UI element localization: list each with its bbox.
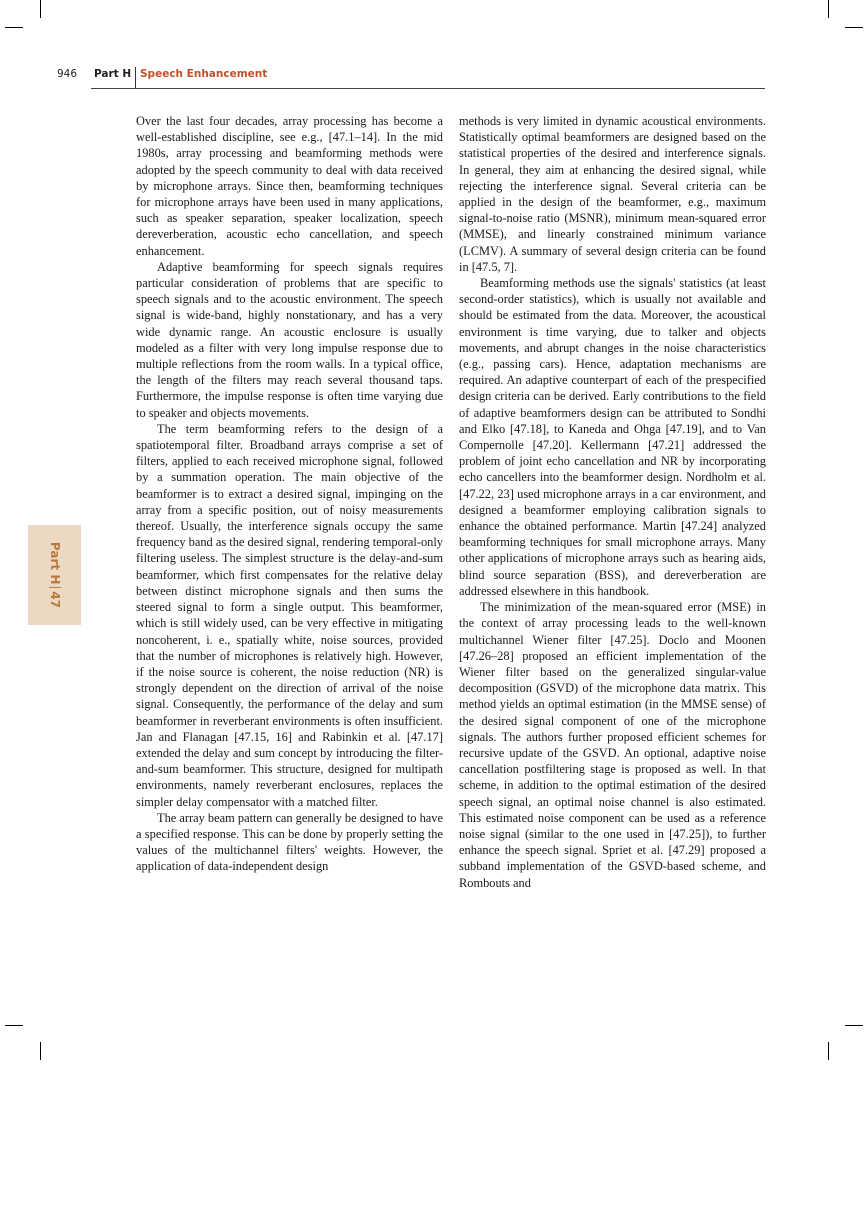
crop-mark — [828, 1042, 829, 1060]
body-paragraph: methods is very limited in dynamic acoustical environments. Statistically optimal beamformers are designed based on the statistical properties of the desired and interference signals. In general, they aim at enhancing the desired signal, while rejecting the interference signal. Several criteria can be applied in the design of the beamformer, e.g., maximum signal-to-noise ratio (MSNR), minimum mean-squared error (MMSE), and linearly constrained minimum variance (LCMV). A summary of several design criteria can be found in [47.5, 7]. — [459, 114, 766, 274]
crop-mark — [40, 0, 41, 18]
running-header — [57, 67, 765, 83]
body-paragraph: The minimization of the mean-squared error (MSE) in the context of array processing leads to the well-known multichannel Wiener filter [47.25]. Doclo and Moonen [47.26–28] proposed an efficient implementation of the Wiener filter based on the generalized singular-value decomposition (GSVD) of the microphone data matrix. This method yields an optimal estimation (in the MMSE sense) of the desired signal component of one of the microphone signals. The authors further proposed efficient schemes for recursive update of the GSVD. An optional, adaptive noise cancellation postfiltering stage is proposed as well. In that scheme, in addition to the optimal estimation of the desired speech signal, an optimal noise channel is also estimated. This estimated noise component can be used as a reference noise signal (similar to the one used in [47.25]), to further enhance the speech signal. Spriet et al. [47.29] proposed a subband implementation of the GSVD-based scheme, and Rombouts and — [459, 600, 766, 890]
thumb-tab-label — [48, 542, 62, 608]
chapter-title: Speech Enhancement — [140, 68, 268, 80]
left-column — [136, 113, 443, 875]
body-paragraph: The term beamforming refers to the design of a spatiotemporal filter. Broadband arrays comprise a set of filters, applied to each received microphone signal, followed by a summation operation. The main objective of the beamformer is to extract a desired signal, impinging on the array from a specific position, out of noisy measurements thereof. Usually, the interference signals occupy the same frequency band as the desired signal, rendering temporal-only filtering useless. The simplest structure is the delay-and-sum beamformer, which first compensates for the relative delay between distinct microphone signals and then sums the steered signal to form a single output. This beamformer, which is still widely used, can be very effective in mitigating noncoherent, i. e., spatially white, noise sources, provided that the number of microphones is relatively high. However, if the noise source is coherent, the noise reduction (NR) is strongly dependent on the direction of arrival of the noise signal. Consequently, the performance of the delay and sum beamformer in reverberant environments is often insufficient. Jan and Flanagan [47.15, 16] and Rabinkin et al. [47.17] extended the delay and sum concept by introducing the filter-and-sum beamformer. This structure, designed for multipath environments, namely reverberant enclosures, replaces the simpler delay compensator with a matched filter. — [136, 421, 443, 809]
body-paragraph: The array beam pattern can generally be designed to have a specified response. This can be done by properly setting the values of the multichannel filters' weights. However, the application of data-independent design — [136, 810, 443, 874]
thumb-tab-separator — [49, 587, 61, 588]
crop-mark — [845, 27, 863, 28]
crop-mark — [5, 1025, 23, 1026]
header-rule — [91, 88, 765, 89]
body-paragraph: Over the last four decades, array processing has become a well-established discipline, see e.g., [47.1–14]. In the mid 1980s, array processing and beamforming methods were adopted by the speech community to deal with data received by microphone arrays. Since then, beamforming techniques for microphone arrays have been used in many applications, such as speaker separation, speaker localization, speech dereverberation, acoustic echo cancellation, and speech enhancement. — [136, 114, 443, 258]
right-column — [459, 113, 766, 891]
part-label: Part H — [94, 68, 132, 80]
thumb-tab-chapter: 47 — [47, 591, 62, 609]
crop-mark — [5, 27, 23, 28]
crop-mark — [828, 0, 829, 18]
thumb-tab-part: Part H — [47, 541, 62, 585]
body-paragraph: Adaptive beamforming for speech signals requires particular consideration of problems that are specific to speech signals and to the acoustic environment. The speech signal is wide-band, highly nonstationary, and has a very wide dynamic range. An acoustic enclosure is usually modeled as a filter with very long impulse response due to multiple reflections from the room walls. In a typical office, the length of the filters may reach several thousand taps. Furthermore, the impulse response is often time varying due to speaker and objects movements. — [136, 259, 443, 420]
part-thumb-tab — [28, 525, 81, 625]
header-separator — [135, 67, 136, 89]
body-paragraph: Beamforming methods use the signals' statistics (at least second-order statistics), which is usually not available and should be estimated from the data. Moreover, the acoustical environment is time varying, due to talker and objects movements, and abrupt changes in the noise characteristics (e.g., passing cars). Hence, adaptation mechanisms are required. An adaptive counterpart of each of the prespecified design criteria can be derived. Early contributions to the field of adaptive beamformers design can be attributed to Sondhi and Elko [47.18], to Kaneda and Ohga [47.19], and to Van Compernolle [47.20]. Kellermann [47.21] addressed the problem of joint echo cancellation and NR by incorporating echo cancellers into the beamformer design. Nordholm et al. [47.22, 23] used microphone arrays in a car environment, and designed a beamformer employing calibration signals to enhance the obtained performance. Martin [47.24] analyzed beamforming techniques for small microphone arrays. Many other applications of microphone arrays such as hearing aids, blind source separation (BSS), and dereverberation are addressed elsewhere in this handbook. — [459, 276, 766, 598]
crop-mark — [845, 1025, 863, 1026]
page-number: 946 — [57, 68, 78, 80]
crop-mark — [40, 1042, 41, 1060]
